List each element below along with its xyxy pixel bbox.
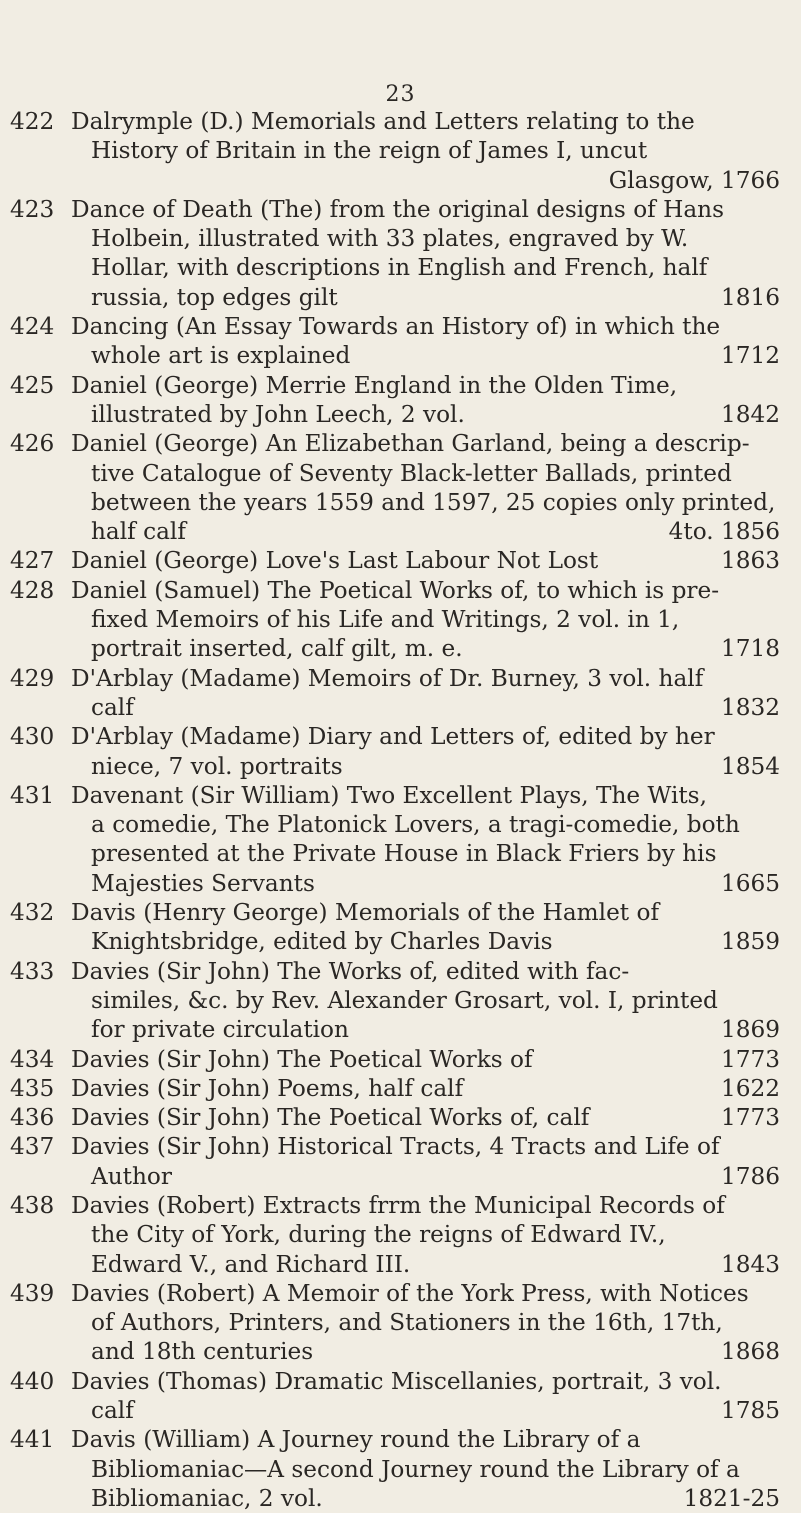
entry-date: 1773 [720,1104,780,1132]
entry-line: Davies (Thomas) Dramatic Miscellanies, portrait, 3 vol. [71,1367,722,1395]
lot-number: 427 [10,547,55,575]
catalogue-entry [10,898,780,957]
lot-number: 426 [10,430,55,458]
entry-date: 1842 [720,400,780,428]
entry-date: 1869 [720,1016,780,1044]
entry-date: 4to. 1856 [668,518,780,546]
entry-line: Davies (Sir John) Historical Tracts, 4 Tracts and Life of [71,1133,720,1161]
entry-line: Davies (Robert) A Memoir of the York Press, with Notices [71,1279,749,1307]
catalogue-entry [10,1367,780,1426]
lot-number: 430 [10,723,55,751]
catalogue-entries [10,107,780,1513]
entry-line: Edward V., and Richard III. [91,1250,411,1278]
catalogue-entry [10,1279,780,1367]
entry-line: illustrated by John Leech, 2 vol. [91,400,465,428]
entry-date: 1868 [720,1338,780,1366]
lot-number: 422 [10,108,55,135]
entry-line: History of Britain in the reign of James I, uncut [91,137,648,165]
entry-line: calf [91,693,134,721]
entry-line: fixed Memoirs of his Life and Writings, 2 vol. in 1, [91,606,680,634]
entry-line: of Authors, Printers, and Stationers in the 16th, 17th, [91,1309,723,1337]
lot-number: 431 [10,781,55,809]
catalogue-entry [10,195,780,312]
catalogue-entry [10,664,780,723]
entry-line: Holbein, illustrated with 33 plates, engraved by W. [91,225,689,253]
lot-number: 441 [10,1426,55,1454]
entry-line: Dance of Death (The) from the original designs of Hans [71,195,724,223]
entry-date: 1773 [720,1045,780,1073]
entry-line: Dalrymple (D.) Memorials and Letters relating to the [71,108,695,135]
entry-date: Glasgow, 1766 [608,166,780,194]
entry-date: 1832 [720,693,780,721]
entry-date: 1821-25 [683,1484,780,1512]
entry-line: Davies (Sir John) Poems, half calf [71,1074,464,1102]
lot-number: 424 [10,313,55,341]
entry-date: 1843 [720,1250,780,1278]
entry-line: Davies (Sir John) The Poetical Works of, calf [71,1104,590,1132]
lot-number: 428 [10,576,55,604]
catalogue-entry [10,957,780,1045]
catalogue-entry [10,371,780,430]
lot-number: 423 [10,195,55,223]
entry-line: Daniel (George) An Elizabethan Garland, being a descrip- [71,430,750,458]
catalogue-entry [10,1045,780,1074]
entry-line: Daniel (Samuel) The Poetical Works of, to which is pre- [71,576,720,604]
entry-date: 1712 [720,342,780,370]
catalogue-entry [10,312,780,371]
entry-line: half calf [91,518,186,546]
entry-line: Daniel (George) Merrie England in the Olden Time, [71,371,678,399]
entry-line: tive Catalogue of Seventy Black-letter Ballads, printed [91,459,732,487]
catalogue-entry [10,429,780,546]
entry-line: Bibliomaniac—A second Journey round the Library of a [91,1455,740,1483]
entry-line: calf [91,1397,134,1425]
catalogue-entry [10,1132,780,1191]
entry-line: similes, &c. by Rev. Alexander Grosart, vol. I, printed [91,986,718,1014]
catalogue-entry [10,1425,780,1513]
catalogue-entry [10,546,780,575]
entry-line: russia, top edges gilt [91,283,338,311]
entry-line: niece, 7 vol. portraits [91,752,343,780]
entry-line: Author [91,1162,172,1190]
entry-date: 1863 [720,547,780,575]
entry-line: Knightsbridge, edited by Charles Davis [91,928,553,956]
lot-number: 429 [10,664,55,692]
entry-line: for private circulation [91,1016,349,1044]
lot-number: 425 [10,371,55,399]
entry-date: 1785 [720,1397,780,1425]
lot-number: 440 [10,1367,55,1395]
page-number: 23 [385,82,416,107]
lot-number: 433 [10,957,55,985]
entry-date: 1816 [720,283,780,311]
catalogue-entry [10,722,780,781]
lot-number: 434 [10,1045,55,1073]
entry-line: Majesties Servants [91,869,315,897]
entry-line: Davis (Henry George) Memorials of the Hamlet of [71,899,660,927]
entry-line: Davies (Robert) Extracts frrm the Municipal Records of [71,1191,725,1219]
lot-number: 432 [10,899,55,927]
lot-number: 439 [10,1279,55,1307]
lot-number: 437 [10,1133,55,1161]
entry-line: a comedie, The Platonick Lovers, a tragi-comedie, both [91,811,740,839]
entry-line: portrait inserted, calf gilt, m. e. [91,635,463,663]
lot-number: 436 [10,1104,55,1132]
entry-line: between the years 1559 and 1597, 25 copies only printed, [91,488,776,516]
entry-date: 1854 [720,752,780,780]
entry-line: and 18th centuries [91,1338,314,1366]
entry-line: whole art is explained [91,342,351,370]
entry-date: 1718 [720,635,780,663]
lot-number: 435 [10,1074,55,1102]
catalogue-entry [10,1191,780,1279]
catalogue-entry [10,781,780,898]
entry-date: 1665 [720,869,780,897]
catalogue-entry [10,1074,780,1103]
lot-number: 438 [10,1191,55,1219]
entry-line: Hollar, with descriptions in English and French, half [91,254,708,282]
entry-line: Davenant (Sir William) Two Excellent Plays, The Wits, [71,781,707,809]
entry-line: presented at the Private House in Black Friers by his [91,840,717,868]
entry-line: Davies (Sir John) The Poetical Works of [71,1045,533,1073]
entry-line: D'Arblay (Madame) Memoirs of Dr. Burney, 3 vol. half [71,664,704,692]
catalogue-entry [10,1103,780,1132]
catalogue-entry [10,107,780,195]
entry-line: Davis (William) A Journey round the Library of a [71,1426,641,1454]
entry-line: Daniel (George) Love's Last Labour Not Lost [71,547,599,575]
entry-line: the City of York, during the reigns of Edward IV., [91,1221,666,1249]
entry-date: 1786 [720,1162,780,1190]
entry-line: Dancing (An Essay Towards an History of) in which the [71,313,721,341]
entry-date: 1859 [720,928,780,956]
entry-line: D'Arblay (Madame) Diary and Letters of, edited by her [71,723,715,751]
entry-line: Bibliomaniac, 2 vol. [91,1484,323,1512]
entry-line: Davies (Sir John) The Works of, edited with fac- [71,957,630,985]
catalogue-entry [10,576,780,664]
entry-date: 1622 [720,1074,780,1102]
